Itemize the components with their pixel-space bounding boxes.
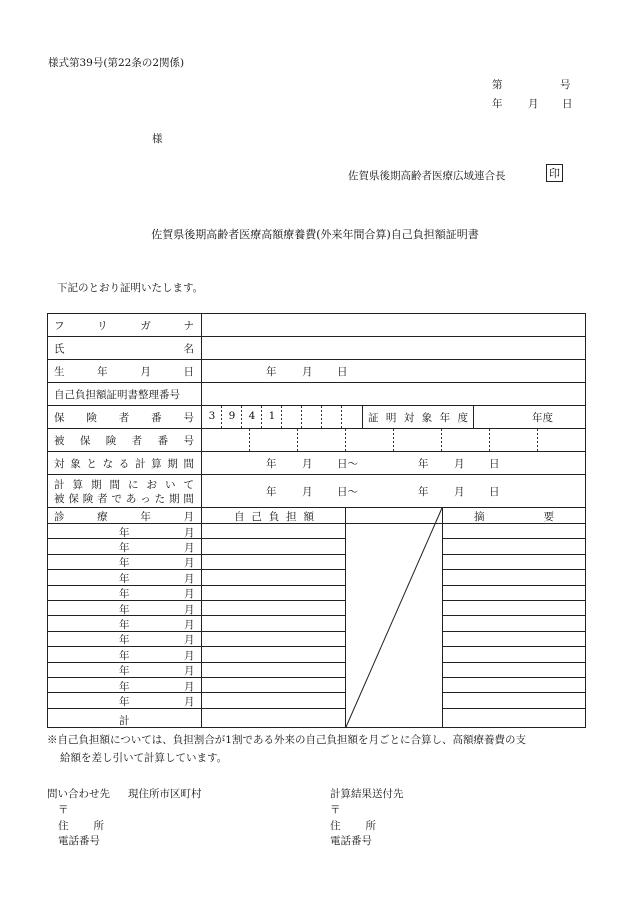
issue-date-month: 月 bbox=[528, 98, 539, 110]
send-address-label: 住 所 bbox=[330, 820, 376, 832]
send-phone-label: 電話番号 bbox=[330, 835, 372, 847]
month-row-year-unit: 年 bbox=[119, 573, 130, 585]
month-row-year-unit: 年 bbox=[119, 557, 130, 569]
insured-end-year: 年 bbox=[418, 486, 429, 498]
note-line-2: 給額を差し引いて計算しています。 bbox=[60, 752, 228, 764]
inquiry-phone-label: 電話番号 bbox=[58, 835, 100, 847]
month-row-month-unit: 月 bbox=[184, 681, 195, 693]
inquiry-target: 現住所市区町村 bbox=[128, 788, 202, 800]
month-row-month-unit: 月 bbox=[184, 527, 195, 539]
document-title: 佐賀県後期高齢者医療高額療養費(外来年間合算)自己負担額証明書 bbox=[151, 228, 479, 241]
cert-number-label: 自己負担額証明書整理番号 bbox=[54, 389, 180, 401]
calc-start-month: 月 bbox=[302, 458, 313, 470]
birthdate-label: 生 年 月 日 bbox=[54, 366, 194, 378]
birth-day-unit: 日 bbox=[337, 366, 348, 378]
issue-date-year: 年 bbox=[492, 98, 503, 110]
doc-number-go: 号 bbox=[560, 79, 571, 91]
insurer-digit-3: 4 bbox=[248, 410, 256, 422]
birth-month-unit: 月 bbox=[302, 366, 313, 378]
month-row-month-unit: 月 bbox=[184, 557, 195, 569]
month-row-year-unit: 年 bbox=[119, 527, 130, 539]
insured-period-label-1: 計 算 期 間 に お い て bbox=[54, 479, 194, 491]
name-label: 氏 名 bbox=[54, 343, 194, 355]
calc-start-day-tilde: 日〜 bbox=[337, 458, 358, 470]
insured-number-label: 被 保 険 者 番 号 bbox=[54, 435, 194, 447]
calc-period-label: 対 象 と な る 計 算 期 間 bbox=[54, 458, 194, 470]
furigana-label: フ リ ガ ナ bbox=[54, 320, 194, 332]
insured-period-label-2: 被 保 険 者 で あ っ た 期 間 bbox=[54, 493, 194, 505]
insured-start-year: 年 bbox=[266, 486, 277, 498]
note-line-1: ※自己負担額については、負担割合が1割である外来の自己負担額を月ごとに合算し、高額療養費の支 bbox=[47, 734, 526, 746]
month-row-month-unit: 月 bbox=[184, 619, 195, 631]
month-row-month-unit: 月 bbox=[184, 696, 195, 708]
insurer-number-label: 保 険 者 番 号 bbox=[54, 412, 194, 424]
month-row-year-unit: 年 bbox=[119, 681, 130, 693]
insurer-digit-4: 1 bbox=[268, 410, 276, 422]
calc-end-day: 日 bbox=[489, 458, 500, 470]
month-row-year-unit: 年 bbox=[119, 650, 130, 662]
birth-year-unit: 年 bbox=[266, 366, 277, 378]
send-postal-mark: 〒 bbox=[330, 804, 341, 816]
month-row-year-unit: 年 bbox=[119, 619, 130, 631]
cert-year-nendo: 年度 bbox=[532, 412, 553, 424]
month-row-year-unit: 年 bbox=[119, 634, 130, 646]
month-row-year-unit: 年 bbox=[119, 542, 130, 554]
month-header: 診 療 年 月 bbox=[54, 511, 194, 523]
cert-year-label: 証 明 対 象 年 度 bbox=[368, 412, 468, 424]
insured-start-day-tilde: 日〜 bbox=[337, 486, 358, 498]
issue-date-day: 日 bbox=[562, 98, 573, 110]
insured-end-day: 日 bbox=[489, 486, 500, 498]
amount-header: 自 己 負 担 額 bbox=[234, 511, 314, 523]
month-row-year-unit: 年 bbox=[119, 696, 130, 708]
addressee-sama: 様 bbox=[152, 133, 163, 145]
issuer-name: 佐賀県後期高齢者医療広域連合長 bbox=[348, 170, 506, 182]
calc-end-year: 年 bbox=[418, 458, 429, 470]
inquiry-postal-mark: 〒 bbox=[58, 804, 69, 816]
month-row-month-unit: 月 bbox=[184, 542, 195, 554]
month-row-year-unit: 年 bbox=[119, 604, 130, 616]
month-row-year-unit: 年 bbox=[119, 665, 130, 677]
total-label: 計 bbox=[119, 715, 130, 727]
send-label: 計算結果送付先 bbox=[330, 788, 404, 800]
intro-text: 下記のとおり証明いたします。 bbox=[57, 282, 204, 294]
calc-start-year: 年 bbox=[266, 458, 277, 470]
month-row-month-unit: 月 bbox=[184, 588, 195, 600]
inquiry-address-label: 住 所 bbox=[58, 820, 104, 832]
doc-number-dai: 第 bbox=[492, 79, 503, 91]
month-row-month-unit: 月 bbox=[184, 650, 195, 662]
insured-end-month: 月 bbox=[454, 486, 465, 498]
month-row-month-unit: 月 bbox=[184, 634, 195, 646]
form-number: 様式第39号(第22条の2関係) bbox=[48, 57, 185, 69]
insurer-digit-1: 3 bbox=[208, 410, 216, 422]
seal-stamp: 印 bbox=[546, 164, 563, 182]
inquiry-label: 問い合わせ先 bbox=[47, 788, 110, 800]
month-row-month-unit: 月 bbox=[184, 573, 195, 585]
insurer-digit-2: 9 bbox=[228, 410, 236, 422]
month-row-year-unit: 年 bbox=[119, 588, 130, 600]
insured-start-month: 月 bbox=[302, 486, 313, 498]
month-row-month-unit: 月 bbox=[184, 604, 195, 616]
calc-end-month: 月 bbox=[454, 458, 465, 470]
month-row-month-unit: 月 bbox=[184, 665, 195, 677]
remarks-header: 摘 要 bbox=[474, 511, 554, 523]
